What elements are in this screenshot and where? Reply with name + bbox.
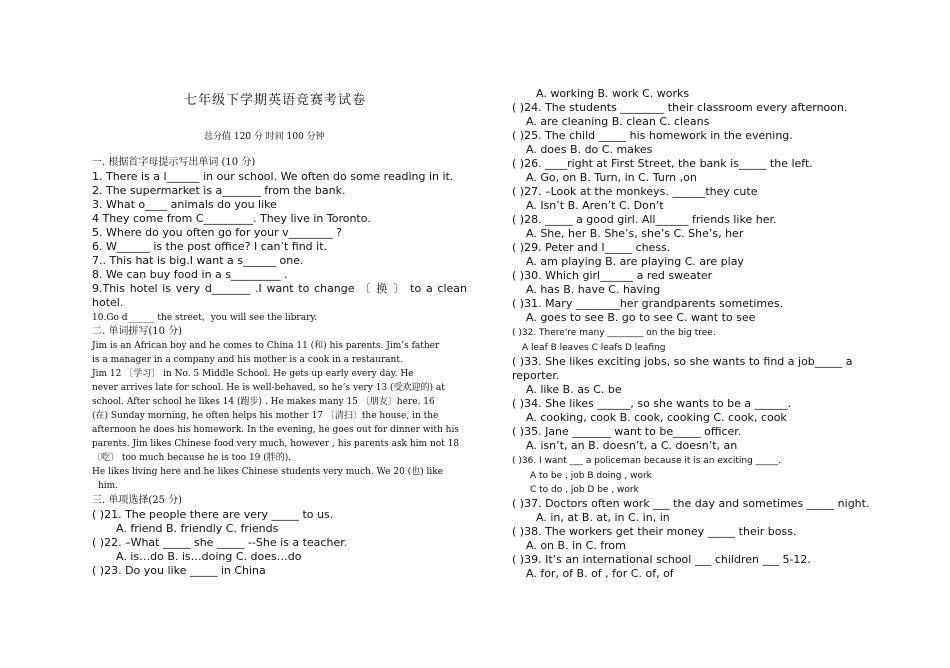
choice-question: ( )39. It’s an international school ___ children ___ 5-12. [512,553,811,566]
choice-options: A. does B. do C. makes [526,143,653,156]
section-3-heading: 三. 单项选择(25 分) [92,495,183,506]
choice-question: ( )25. The child _____ his homework in the evening. [512,129,793,142]
choice-options: A. Isn’t B. Aren’t C. Don’t [526,199,664,212]
passage-line: is a manager in a company and his mother is a cook in a restaurant. [92,355,403,365]
passage-line: parents. Jim likes Chinese food very much, however , his parents ask him not 18 [92,439,460,449]
choice-options: C to do , job D be , work [530,485,639,495]
question-item: 6. W______ is the post office? I can’t find it. [92,240,328,253]
choice-options: A. am playing B. are playing C. are play [526,255,744,268]
choice-question: ( )34. She likes ______, so she wants to be a ______. [512,397,792,410]
question-item: 9.This hotel is very d_______ .I want to change 〔 换 〕 to a clean [92,282,467,295]
question-item: 4 They come from C_________. They live in Toronto. [92,212,371,225]
question-item: 5. Where do you often go for your v________ ? [92,226,342,239]
choice-options: A. has B. have C. having [526,283,661,296]
choice-options: A. She, her B. She’s, she’s C. She’s, her [526,227,744,240]
choice-question: ( )27. –Look at the monkeys. ______they cute [512,185,758,198]
passage-line: Jim is an African boy and he comes to China 11 (和) his parents. Jim’s father [92,341,440,351]
question-item: 7.. This hat is big.I want a s______ one. [92,254,304,267]
choice-question: ( )28. _____ a good girl. All______ friends like her. [512,213,777,226]
choice-question: ( )22. –What _____ she _____ --She is a teacher. [92,536,348,549]
passage-line: never arrives late for school. He is well-behaved, so he’s very 13 (受欢迎的) at [92,383,445,393]
choice-question: ( )36. I want ___ a policeman because it is an exciting _____. [512,456,782,466]
choice-question: ( )32. There're many ________ on the big tree. [512,328,716,338]
choice-question: ( )29. Peter and I_____ chess. [512,241,671,254]
choice-question: ( )21. The people there are very _____ to us. [92,508,334,521]
page-subtitle: 总分值 120 分 时间 100 分钟 [204,132,325,142]
choice-options: A. like B. as C. be [526,383,622,396]
choice-options: A. is…do B. is…doing C. does…do [116,550,302,563]
passage-line: 〔吃〕 too much because he is too 19 (胖的). [92,453,292,463]
choice-options: A. friend B. friendly C. friends [116,522,279,535]
choice-options: A to be , job B doing , work [530,471,652,481]
passage-line: school. After school he likes 14 (跑步) . He makes many 15 〔朋友〕here. 16 [92,397,435,407]
choice-options: A. cooking, cook B. cook, cooking C. cook, cook [526,411,787,424]
question-item: 3. What o____ animals do you like [92,198,277,211]
page-title: 七年级下学期英语竞赛考试卷 [184,93,367,108]
choice-question: ( )30. Which girl______ a red sweater [512,269,713,282]
section-2-heading: 二. 单词拼写(10 分) [92,326,183,337]
choice-options: A. are cleaning B. clean C. cleans [526,115,710,128]
choice-question: ( )35. Jane _______ want to be_____ officer. [512,425,742,438]
choice-options: A. for, of B. of , for C. of, of [526,567,674,580]
choice-options: A. goes to see B. go to see C. want to see [526,311,756,324]
choice-options: A. working B. work C. works [536,87,690,100]
passage-line: He likes living here and he likes Chinese students very much. We 20 (也) like [92,467,444,477]
question-item: 1. There is a l______ in our school. We often do some reading in it. [92,170,454,183]
choice-question: ( )38. The workers get their money _____ their boss. [512,525,797,538]
choice-question-continued: reporter. [512,369,560,382]
choice-options: A leaf B leaves C leafs D leafing [522,343,666,353]
choice-question: ( )24. The students ________ their classroom every afternoon. [512,101,848,114]
choice-options: A. in, at B. at, in C. in, in [536,511,670,524]
choice-question: ( )26. ____right at First Street, the bank is_____ the left. [512,157,813,170]
question-item: 8. We can buy food in a s_________ . [92,268,288,281]
choice-options: A. Go, on B. Turn, in C. Turn ,on [526,171,697,184]
question-item-continued: hotel. [92,296,124,309]
question-item: 2. The supermarket is a_______ from the bank. [92,184,346,197]
passage-line: him. [98,481,119,491]
choice-question: ( )37. Doctors often work ___ the day and sometimes _____ night. [512,497,870,510]
passage-line: Jim 12 〔学习〕 in No. 5 Middle School. He gets up early every day. He [92,369,414,379]
passage-line: afternoon he does his homework. In the evening, he goes out for dinner with his [92,425,459,435]
choice-question: ( )33. She likes exciting jobs, so she wants to find a job_____ a [512,355,853,368]
passage-line: (在) Sunday morning, he often helps his mother 17 〔清扫〕the house, in the [92,411,439,421]
choice-question: ( )23. Do you like _____ in China [92,564,266,577]
choice-options: A. on B. in C. from [526,539,626,552]
choice-question: ( )31. Mary ________her grandparents sometimes. [512,297,784,310]
choice-options: A. isn’t, an B. doesn’t, a C. doesn’t, an [526,439,738,452]
question-item: 10.Go d______ the street，you will see the library. [92,313,318,323]
section-1-heading: 一. 根据首字母提示写出单词 (10 分) [92,157,256,168]
